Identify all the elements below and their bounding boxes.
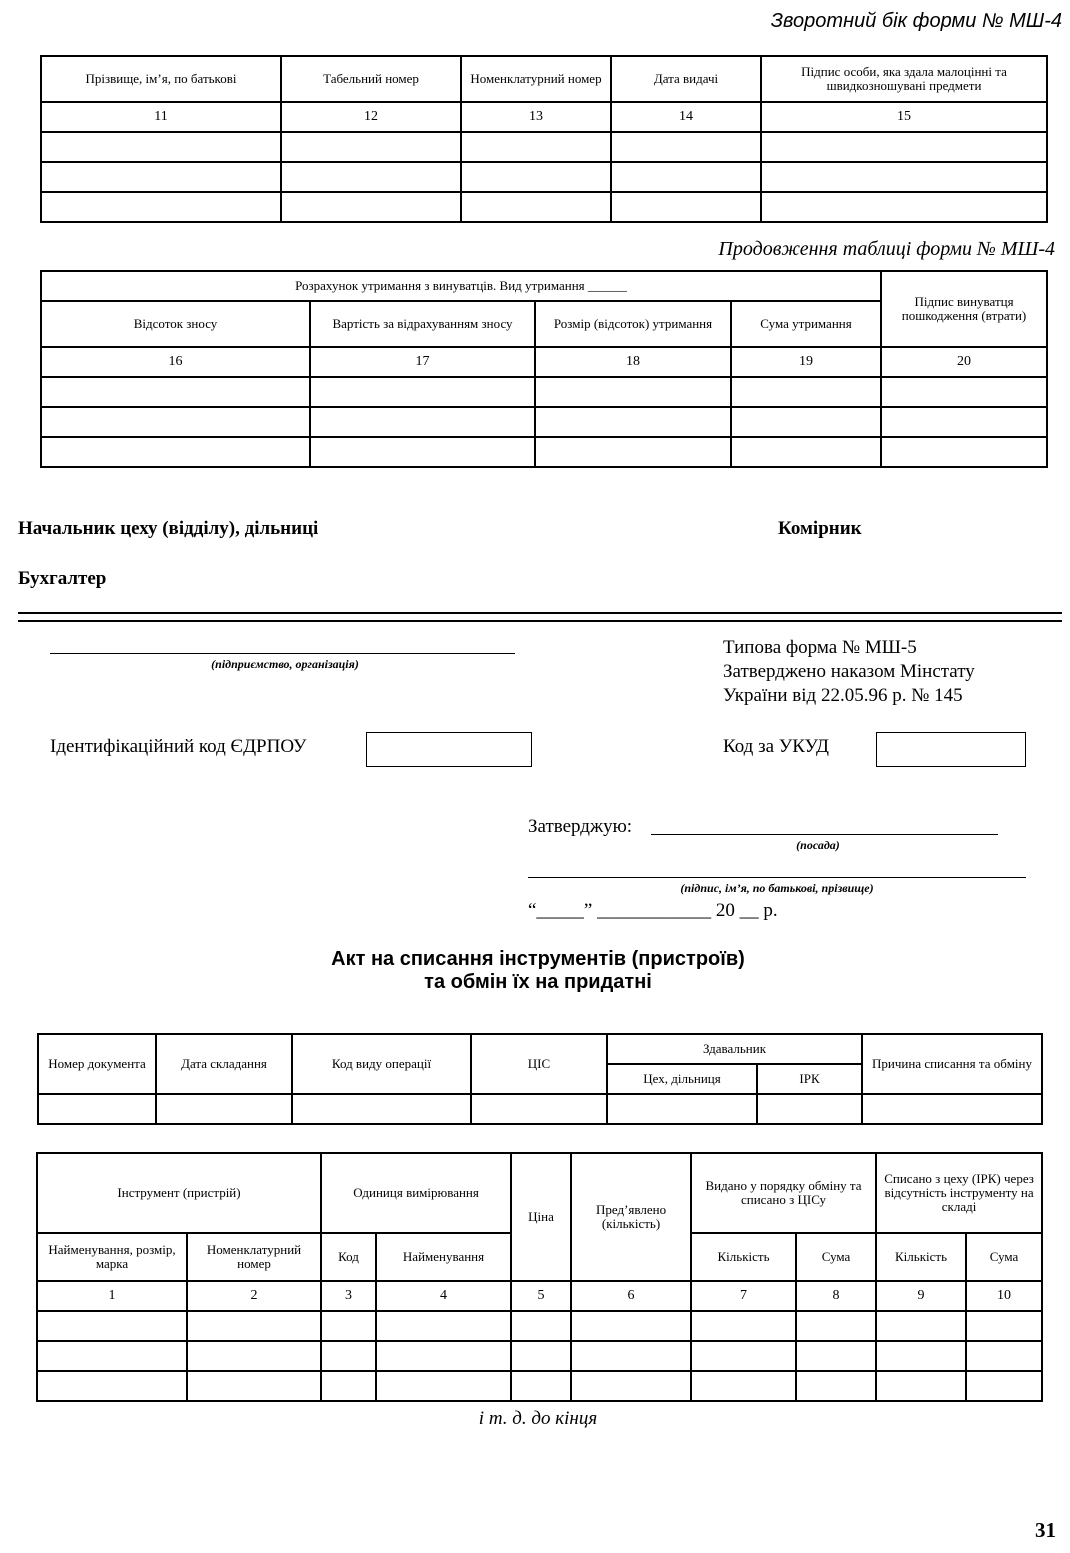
table-recipients: [40, 55, 1048, 223]
col-number: 10: [966, 1281, 1042, 1311]
col-header-surrenderer: Здавальник: [607, 1034, 862, 1064]
table-instruments: [36, 1152, 1043, 1402]
approve-label: Затверджую:: [528, 816, 633, 837]
enterprise-caption: (підприємство, організація): [211, 657, 359, 671]
col-number: 15: [761, 102, 1047, 132]
col-header-nomen-number: Номенклатурний номер: [461, 56, 611, 102]
table-row: [37, 1371, 1042, 1401]
col-number: 5: [511, 1281, 571, 1311]
col-header-tab-number: Табельний номер: [281, 56, 461, 102]
col-number: 13: [461, 102, 611, 132]
col-header-name: Прізвище, ім’я, по батькові: [41, 56, 281, 102]
act-title-line-1: Акт на списання інструментів (пристроїв): [331, 948, 745, 970]
table-row: [37, 1311, 1042, 1341]
col-header-deduction-size: Розмір (відсоток) утримання: [535, 301, 731, 347]
col-header-deduction-sum: Сума утримання: [731, 301, 881, 347]
col-header-wear-percent: Відсоток зносу: [41, 301, 310, 347]
col-header-signature: Підпис особи, яка здала малоцінні та швидкозношувані предмети: [761, 56, 1047, 102]
position-caption: (посада): [796, 838, 840, 852]
col-header-workshop: Цех, дільниця: [607, 1064, 757, 1094]
table-row: [38, 1094, 1042, 1124]
col-header-written-off-sum: Сума: [966, 1233, 1042, 1281]
col-number: 16: [41, 347, 310, 377]
col-number: 9: [876, 1281, 966, 1311]
col-number: 2: [187, 1281, 321, 1311]
col-number: 7: [691, 1281, 796, 1311]
storekeeper-signature-label: Комірник: [778, 518, 862, 539]
col-header-instrument: Інструмент (пристрій): [37, 1153, 321, 1233]
col-header-written-off-qty: Кількість: [876, 1233, 966, 1281]
ukud-label: Код за УКУД: [723, 736, 830, 757]
col-header-unit: Одиниця вимірювання: [321, 1153, 511, 1233]
col-header-presented: Пред’явлено (кількість): [571, 1153, 691, 1281]
col-header-cis: ЦІС: [471, 1034, 607, 1094]
col-number: 17: [310, 347, 535, 377]
act-title: [0, 948, 1070, 994]
enterprise-line: [50, 653, 515, 654]
deduction-group-header: Розрахунок утримання з винуватців. Вид утримання ______: [41, 271, 881, 301]
approval-date-field[interactable]: “_____” ____________ 20 __ р.: [528, 900, 778, 921]
col-number: 11: [41, 102, 281, 132]
col-number: 3: [321, 1281, 376, 1311]
table-row: [41, 377, 1047, 407]
edrpou-code-field[interactable]: [366, 732, 532, 767]
form-type-line: Типова форма № МШ-5: [723, 637, 917, 658]
col-header-unit-code: Код: [321, 1233, 376, 1281]
edrpou-label: Ідентифікаційний код ЄДРПОУ: [50, 736, 307, 757]
col-number: 12: [281, 102, 461, 132]
approval-date-line: України від 22.05.96 р. № 145: [723, 685, 963, 706]
continuation-note: і т. д. до кінця: [478, 1408, 598, 1429]
position-line[interactable]: [651, 834, 998, 835]
approval-order-line: Затверджено наказом Мінстату: [723, 661, 975, 682]
col-header-date: Дата складання: [156, 1034, 292, 1094]
table-row: [41, 132, 1047, 162]
table-document-details: [37, 1033, 1043, 1125]
col-header-op-code: Код виду операції: [292, 1034, 471, 1094]
act-title-line-2: та обмін їх на придатні: [424, 971, 652, 993]
col-header-net-value: Вартість за відрахуванням зносу: [310, 301, 535, 347]
col-header-irk: ІРК: [757, 1064, 862, 1094]
col-number: 18: [535, 347, 731, 377]
chief-signature-label: Начальник цеху (відділу), дільниці: [18, 518, 319, 539]
form-back-side-title: Зворотний бік форми № МШ-4: [770, 10, 1062, 32]
col-number: 20: [881, 347, 1047, 377]
signature-line[interactable]: [528, 877, 1026, 878]
col-number: 6: [571, 1281, 691, 1311]
table-row: [41, 407, 1047, 437]
col-header-issued-sum: Сума: [796, 1233, 876, 1281]
table-deductions: [40, 270, 1048, 468]
accountant-signature-label: Бухгалтер: [18, 568, 107, 589]
col-header-issued: Видано у порядку обміну та списано з ЦІСу: [691, 1153, 876, 1233]
signature-caption: (підпис, ім’я, по батькові, прізвище): [680, 881, 874, 895]
table-row: [41, 437, 1047, 467]
col-number: 8: [796, 1281, 876, 1311]
col-header-name-size: Найменування, розмір, марка: [37, 1233, 187, 1281]
ukud-code-field[interactable]: [876, 732, 1026, 767]
page-number: 31: [1035, 1518, 1056, 1542]
col-header-nomen-number: Номенклатурний номер: [187, 1233, 321, 1281]
col-number: 14: [611, 102, 761, 132]
col-number: 19: [731, 347, 881, 377]
table-row: [37, 1341, 1042, 1371]
col-header-reason: Причина списання та обміну: [862, 1034, 1042, 1094]
table-continuation-caption: Продовження таблиці форми № МШ-4: [718, 238, 1055, 260]
col-number: 1: [37, 1281, 187, 1311]
col-header-doc-number: Номер документа: [38, 1034, 156, 1094]
col-header-issue-date: Дата видачі: [611, 56, 761, 102]
col-header-culprit-signature: Підпис винуватця пошкодження (втрати): [881, 271, 1047, 347]
table-row: [41, 192, 1047, 222]
table-row: [41, 162, 1047, 192]
col-header-price: Ціна: [511, 1153, 571, 1281]
section-divider: [18, 612, 1062, 622]
col-header-issued-qty: Кількість: [691, 1233, 796, 1281]
col-header-written-off: Списано з цеху (ІРК) через відсутність інструменту на складі: [876, 1153, 1042, 1233]
col-header-unit-name: Найменування: [376, 1233, 511, 1281]
col-number: 4: [376, 1281, 511, 1311]
form-info: [723, 636, 975, 708]
